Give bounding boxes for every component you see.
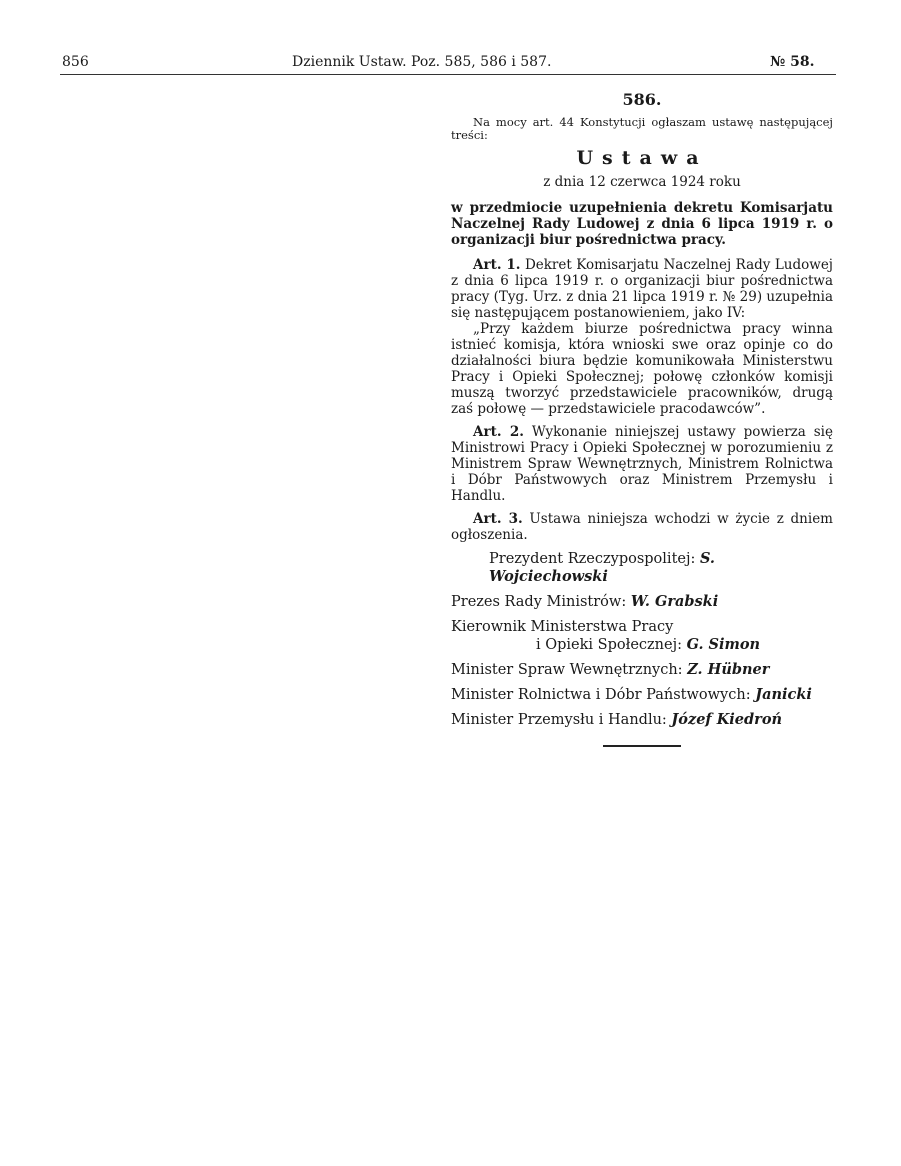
article-3 [451,511,833,543]
signature-interior [451,661,833,679]
article-2 [451,424,833,504]
document-subject: w przedmiocie uzupełnienia dekretu Komisarjatu Naczelnej Rady Ludowej z dnia 6 lipca 1919 r. o organizacji biur pośrednictwa pracy. [451,200,833,248]
signature-president-name: S. Wojciechowski [489,550,715,585]
article-2-text: Wykonanie niniejszej ustawy powierza się Ministrowi Pracy i Opieki Społecznej w porozumieniu z Ministrem Spraw Wewnętrznych, Ministrem Rolnictwa i Dóbr Państwowych oraz Ministrem Przemysłu i Handlu. [451,424,833,504]
page-header [0,0,901,80]
signature-president [451,550,833,586]
document-column [451,92,833,747]
article-1-text: Dekret Komisarjatu Naczelnej Rady Ludowej z dnia 6 lipca 1919 r. o organizacji biur pośrednictwa pracy (Tyg. Urz. z dnia 21 lipca 1919 r. № 29) uzupełnia się następującem postanowieniem, jako IV: [451,257,833,321]
end-rule [603,745,681,747]
article-1 [451,257,833,417]
signature-agriculture-name: Janicki [755,686,812,703]
article-2-label: Art. 2. [473,424,524,440]
article-3-text: Ustawa niniejsza wchodzi w życie z dniem ogłoszenia. [451,511,833,543]
signature-interior-name: Z. Hübner [687,661,770,678]
document-title: Ustawa [576,147,708,169]
signature-president-title: Prezydent Rzeczypospolitej: [489,551,696,567]
intro-text: Na mocy art. 44 Konstytucji ogłaszam ustawę następującej treści: [451,115,833,142]
signature-industry-name: Józef Kiedroń [671,711,783,728]
journal-title: Dziennik Ustaw. Poz. 585, 586 i 587. [292,54,552,70]
signature-agriculture [451,686,833,704]
signature-labour-title-2: i Opieki Społecznej: [536,637,682,653]
signature-labour-title-1: Kierownik Ministerstwa Pracy [451,619,674,635]
page-number: 856 [62,54,89,70]
article-3-label: Art. 3. [473,511,523,527]
signature-premier-title: Prezes Rady Ministrów: [451,594,627,610]
signature-industry-title: Minister Przemysłu i Handlu: [451,712,667,728]
signature-labour-name: G. Simon [686,636,761,653]
signature-industry [451,711,833,729]
signature-agriculture-title: Minister Rolnictwa i Dóbr Państwowych: [451,687,751,703]
issue-number: № 58. [770,54,815,70]
signature-premier [451,593,833,611]
position-number: 586. [622,90,662,109]
signatures-block [451,550,833,729]
document-date: z dnia 12 czerwca 1924 roku [543,174,741,190]
header-rule [60,74,836,75]
signature-labour [451,618,833,654]
article-1-quote: „Przy każdem biurze pośrednictwa pracy winna istnieć komisja, która wnioski swe oraz opinje co do działalności biura będzie komunikowała Ministerstwu Pracy i Opieki Społecznej; połowę członków komisji muszą tworzyć przedstawiciele pracowników, drugą zaś połowę — przedstawiciele pracodawców”. [451,321,833,417]
article-1-label: Art. 1. [473,257,521,273]
signature-premier-name: W. Grabski [630,593,719,610]
signature-interior-title: Minister Spraw Wewnętrznych: [451,662,683,678]
